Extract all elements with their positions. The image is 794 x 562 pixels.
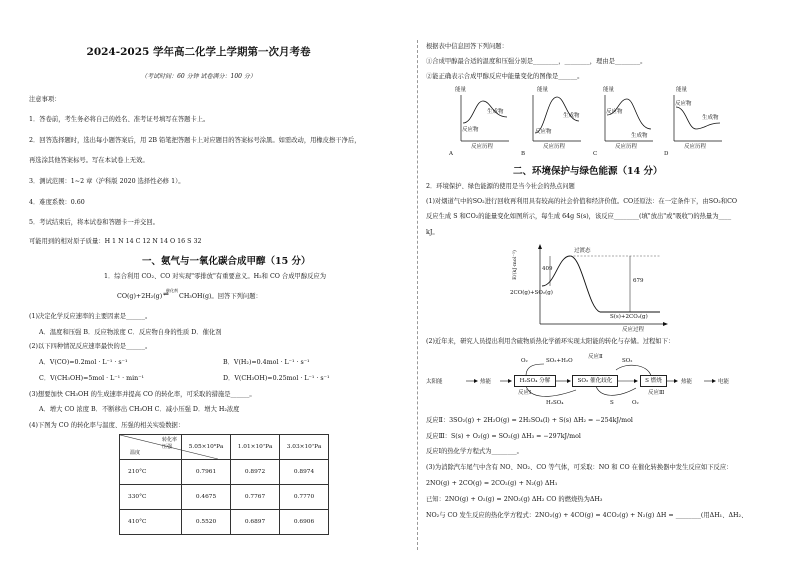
q2-part3-eq3: NO₂与 CO 发生反应的热化学方程式：2NO₂(g) + 4CO(g) = 4CO₂(g) + N₂(g) ΔH = ________(用ΔH₁、ΔH₂、 (426, 512, 748, 519)
right-intro: 根据表中信息回答下列问题： (426, 43, 508, 50)
electric-energy-label: 电能 (718, 379, 730, 385)
graph-bottom-label: 反应物 (535, 129, 552, 135)
graph-x-label: 反应历程 (471, 144, 494, 150)
note-2-cont: 再选涂其他答案标号。写在本试卷上无效。 (29, 157, 149, 164)
graph-top-label: 生成物 (563, 113, 580, 119)
q2-part3-eq1: 2NO(g) + 2CO(g) = 2CO₂(g) + N₂(g) ΔH₁ (426, 480, 558, 487)
q1-equation-left: CO(g)+2H₂(g) (117, 293, 163, 300)
o2-label: O₂ (521, 358, 528, 364)
graph-bottom-label: 生成物 (702, 115, 719, 121)
table-cell: 210°C (120, 460, 182, 485)
table-row (120, 510, 329, 535)
table-col-header: 1.01×10⁷Pa (231, 435, 280, 460)
reactant-label: 2CO(g)+SO₂(g) (510, 290, 553, 296)
q1-part2-option-a: A．V(CO)=0.2mol · L⁻¹ · s⁻¹ (39, 359, 128, 366)
energy-y-label: E/(kJ·mol⁻¹) (512, 250, 518, 280)
energy-profile-diagram (510, 244, 670, 332)
q1-intro: 1．综合利用 CO₂、CO 对实现"零排放"有重要意义。H₂和 CO 合成甲醇反应为 (104, 273, 327, 280)
reaction-2-equation: 反应Ⅱ：3SO₂(g) + 2H₂O(g) = 2H₂SO₄(l) + S(s) ΔH₂ = −254kJ/mol (426, 417, 633, 424)
note-3: 3．测试范围：1~2 章（沪科版 2020 选择性必修 1）。 (29, 178, 185, 185)
graph-a (449, 85, 511, 160)
table-cell: 0.8974 (280, 460, 329, 485)
conversion-table (119, 434, 329, 535)
reaction-3-label: 反应Ⅲ (648, 390, 665, 396)
table-cell: 0.8972 (231, 460, 280, 485)
q1-part2-option-c: C．V(CH₃OH)=5mol · L⁻¹ · min⁻¹ (39, 375, 145, 382)
q2-part3: (3)为消除汽车尾气中含有 NO、NO₂、CO 等气体，可采取：NO 和 CO 在催化转换器中发生反应如下反应： (426, 464, 733, 471)
table-row (120, 485, 329, 510)
q1-part3: (3)想要加快 CH₃OH 的生成速率并提高 CO 的转化率，可采取的措施是______。 (29, 391, 256, 398)
q2-part1-line1: (1)对烟道气中的SO₂进行回收再利用具有较高的社会价值和经济价值。CO还原法：在一定条件下，由SO₂和CO (426, 198, 738, 205)
section-2-heading: 二、环境保护与绿色能源（14 分） (513, 166, 663, 177)
q2-part1-line2: 反应生成 S 和CO₂的能量变化如图所示，每生成 64g S(s)，该反应________(填"放出"或"吸收")的热量为____ (426, 213, 732, 220)
graph-d (662, 85, 724, 160)
q1-part2-option-d: D．V(CH₃OH)=0.25mol · L⁻¹ · s⁻¹ (223, 375, 330, 382)
right-q2: ②能正确表示合成甲醇反应中能量变化的图像是______。 (426, 73, 584, 80)
table-col-header: 3.03×10⁷Pa (280, 435, 329, 460)
so2-h2o-label: SO₂+H₂O (546, 358, 573, 364)
h2so4-decomposition-box: H₂SO₄ 分解 (514, 375, 556, 387)
section-1-heading: 一、氨气与一氧化碳合成甲醇（15 分） (142, 256, 311, 267)
exam-title: 2024-2025 学年高二化学上学期第一次月考卷 (86, 46, 311, 58)
table-cell: 0.5520 (182, 510, 231, 535)
so2-label: SO₂ (622, 358, 633, 364)
table-row (120, 460, 329, 485)
reaction-1-label: 反应Ⅰ (518, 390, 532, 396)
o2-label-2: O₂ (632, 400, 639, 406)
graph-bottom-label: 生成物 (631, 133, 648, 139)
heat-energy-label-2: 热能 (681, 379, 693, 385)
so2-disproportionation-box: SO₂ 催化歧化 (572, 375, 618, 387)
note-4: 4．难度系数：0.60 (29, 199, 85, 206)
reaction-2-label: 反应Ⅱ (588, 354, 603, 360)
q2-intro: 2．环境保护、绿色能源的使用是当今社会的热点问题 (426, 183, 575, 190)
graph-top-label: 反应物 (675, 101, 692, 107)
graph-top-label: 生成物 (487, 109, 504, 115)
equilibrium-arrow-icon: ⇌ (163, 290, 169, 298)
notes-heading: 注意事项： (29, 96, 61, 103)
graph-letter: B (521, 151, 526, 157)
table-cell: 410°C (120, 510, 182, 535)
exam-subtitle: （考试时间：60 分钟 试卷满分：100 分） (141, 73, 256, 80)
reaction-3-equation: 反应Ⅲ：S(s) + O₂(g) = SO₂(g) ΔH₃ = −297kJ/mol (426, 433, 581, 440)
table-cell: 0.7767 (231, 485, 280, 510)
right-q1: ①合成甲醇最合适的温度和压强分别是________，________，理由是________。 (426, 58, 647, 65)
q1-part1-options: A．温度和压强 B．反应物浓度 C．反应物自身的性质 D．催化剂 (39, 329, 222, 336)
graph-x-label: 反应历程 (615, 144, 638, 150)
reverse-energy-label: 679 (633, 278, 644, 284)
table-cell: 330°C (120, 485, 182, 510)
graph-y-label: 能量 (455, 87, 467, 93)
q2-part3-eq2: 已知：2NO(g) + O₂(g) = 2NO₂(g) ΔH₂ CO 的燃烧热为ΔH₃ (426, 496, 603, 503)
table-cell: 0.7961 (182, 460, 231, 485)
graph-x-label: 反应历程 (684, 144, 707, 150)
graph-y-label: 能量 (603, 87, 615, 93)
activation-energy-label: 409 (542, 266, 553, 272)
table-corner-bottom: 温度 (130, 450, 141, 456)
q1-equation-condition: 催化剂 (166, 288, 178, 293)
table-header-row (120, 435, 329, 460)
graph-top-label: 反应物 (606, 109, 623, 115)
graph-letter: D (664, 151, 669, 157)
table-cell: 0.7770 (280, 485, 329, 510)
graph-x-label: 反应历程 (543, 144, 566, 150)
table-cell: 0.6897 (231, 510, 280, 535)
graph-y-label: 能量 (537, 87, 549, 93)
graph-c (593, 85, 655, 160)
q2-part1-line3: kJ。 (426, 229, 439, 236)
table-col-header: 5.05×10⁶Pa (182, 435, 231, 460)
sulfur-cycle-diagram (426, 350, 756, 410)
s-combustion-box: S 燃烧 (640, 375, 667, 387)
reaction-1-question: 反应Ⅰ的热化学方程式为________。 (426, 448, 523, 455)
note-5: 5．考试结束后，将本试卷和答题卡一并交回。 (29, 219, 159, 226)
note-2: 2．回答选择题时，选出每小题答案后，用 2B 铅笔把答题卡上对应题目的答案标号涂黑。如需改动，用橡皮擦干净后， (29, 137, 361, 144)
sulfur-label: S (610, 400, 614, 406)
graph-letter: C (593, 151, 598, 157)
atomic-masses: 可能用到的相对原子质量：H 1 N 14 C 12 N 14 O 16 S 32 (29, 238, 202, 245)
q1-part1: (1)决定化学反应速率的主要因素是______。 (29, 313, 152, 320)
graph-y-label: 能量 (676, 87, 688, 93)
table-corner-top: 转化率 压强 (162, 437, 178, 450)
solar-energy-label: 太阳能 (426, 379, 443, 385)
heat-energy-label: 热能 (480, 379, 492, 385)
table-corner-cell (120, 435, 182, 460)
q1-part3-options: A．增大 CO 浓度 B．不断移出 CH₃OH C．减小压强 D．增大 H₂浓度 (39, 406, 240, 413)
product-label: S(s)+2CO₂(g) (610, 314, 648, 320)
transition-state-label: 过渡态 (574, 248, 591, 254)
table-cell: 0.6906 (280, 510, 329, 535)
table-cell: 0.4675 (182, 485, 231, 510)
q1-part4: (4)下图为 CO 的转化率与温度、压强的相关实验数据： (29, 422, 185, 429)
q1-part2: (2)以下四种情况反应速率最快的是______。 (29, 343, 152, 350)
column-divider (417, 40, 418, 550)
q1-part2-option-b: B．V(H₂)=0.4mol · L⁻¹ · s⁻¹ (223, 359, 310, 366)
note-1: 1．答卷前，考生务必将自己的姓名、准考证号填写在答题卡上。 (29, 116, 210, 123)
q1-equation-right: CH₃OH(g)。回答下列问题： (179, 293, 262, 300)
energy-x-label: 反应过程 (622, 327, 645, 333)
energy-graph-options (449, 85, 724, 160)
q2-part2: (2)近年来，研究人员提出利用含硫物质热化学循环实现太阳能的转化与存储。过程如下： (426, 338, 675, 345)
graph-letter: A (449, 151, 453, 157)
h2so4-label: H₂SO₄ (546, 400, 564, 406)
graph-b (521, 85, 583, 160)
graph-bottom-label: 反应物 (462, 127, 479, 133)
